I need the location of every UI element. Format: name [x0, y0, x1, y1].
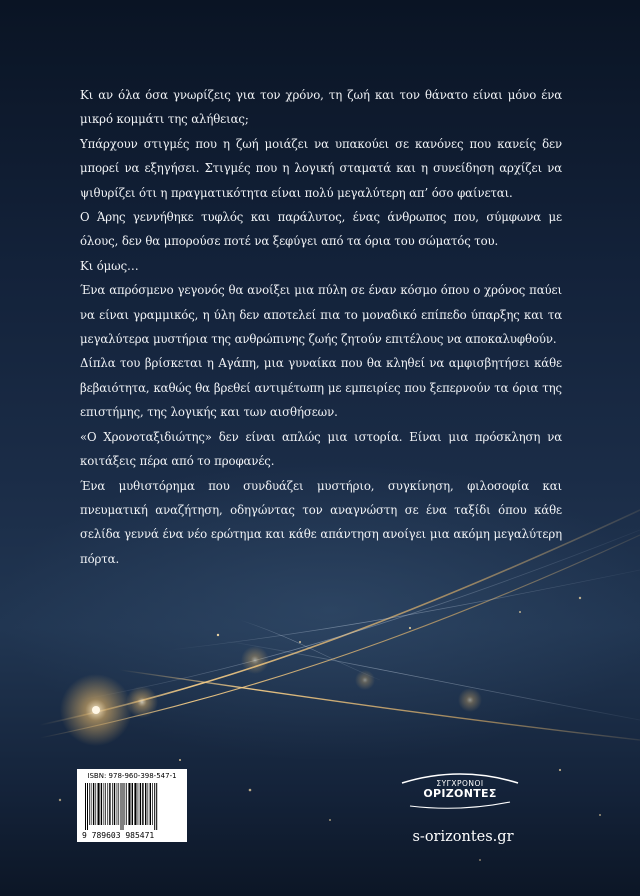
publisher-website: s-orizontes.gr: [412, 829, 514, 845]
barcode-icon: [82, 783, 182, 830]
blurb-paragraph: Κι αν όλα όσα γνωρίζεις για τον χρόνο, τη ζωή και τον θάνατο είναι μόνο ένα μικρό κομμάτι της αλήθειας;: [80, 88, 562, 127]
blurb-paragraph: Υπάρχουν στιγμές που η ζωή μοιάζει να υπακούει σε κανόνες που κανείς δεν μπορεί να εξηγήσει. Στιγμές που η λογική σταματά και η συνείδηση αρχίζει να ψιθυρίζει ότι η πραγματικότητα είναι πολύ μεγαλύτερη απ’ όσο φαίνεται.: [80, 136, 562, 200]
blurb-paragraph: Κι όμως…: [80, 258, 139, 273]
back-cover-blurb: [80, 83, 562, 571]
isbn-label: ISBN: 978-960-398-547-1: [87, 772, 177, 780]
publisher-logo-top-text: ΣΥΓΧΡΟΝΟΙ: [436, 779, 484, 788]
blurb-paragraph: Ο Άρης γεννήθηκε τυφλός και παράλυτος, ένας άνθρωπος που, σύμφωνα με όλους, δεν θα μπορούσε ποτέ να ξεφύγει από τα όρια του σώματός του.: [80, 210, 562, 249]
blurb-paragraph: Ένα απρόσμενο γεγονός θα ανοίξει μια πύλη σε έναν κόσμο όπου ο χρόνος παύει να είναι γραμμικός, η ύλη δεν αποτελεί πια το μοναδικό επίπεδο ύπαρξης και τα μεγαλύτερα μυστήρια της ανθρώπινης ζωής ζητούν επιτέλους να αποκαλυφθούν.: [80, 283, 562, 347]
blurb-paragraph: Ένα μυθιστόρημα που συνδυάζει μυστήριο, συγκίνηση, φιλοσοφία και πνευματική αναζήτηση, οδηγώντας τον αναγνώστη σε ένα ταξίδι όπου κάθε σελίδα γεννά ένα νέο ερώτημα και κάθε απάντηση ανοίγει μια ακόμη μεγαλύτερη πόρτα.: [80, 478, 562, 566]
publisher-logo: [396, 770, 524, 810]
blurb-paragraph: Δίπλα του βρίσκεται η Αγάπη, μια γυναίκα που θα κληθεί να αμφισβητήσει κάθε βεβαιότητα, καθώς θα βρεθεί αντιμέτωπη με εμπειρίες που ξεπερνούν τα όρια της επιστήμης, της λογικής και των αισθήσεων.: [80, 356, 562, 420]
publisher-logo-main-text: ΟΡΙΖΟΝΤΕΣ: [423, 787, 497, 800]
isbn-barcode-box: [77, 769, 187, 842]
blurb-paragraph: «Ο Χρονοταξιδιώτης» δεν είναι απλώς μια ιστορία. Είναι μια πρόσκληση να κοιτάξεις πέρα από το προφανές.: [80, 429, 562, 469]
barcode-digits: 9 789603 985471: [82, 831, 155, 840]
